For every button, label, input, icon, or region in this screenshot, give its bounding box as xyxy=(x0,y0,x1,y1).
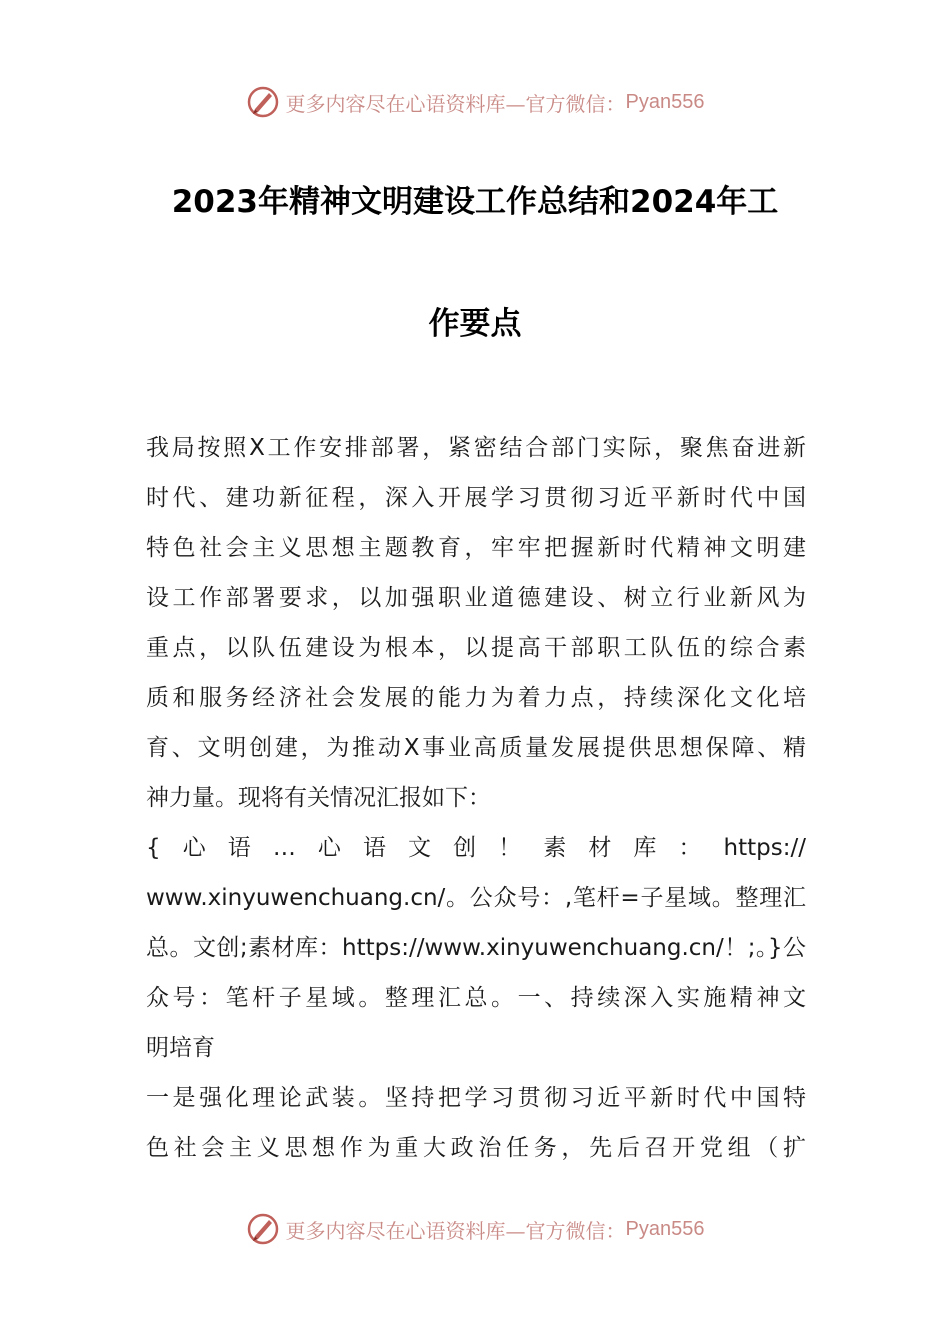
body-line: 特色社会主义思想主题教育，牢牢把握新时代精神文明建 xyxy=(146,535,806,561)
document-title-line-1: 2023年精神文明建设工作总结和2024年工 xyxy=(171,184,779,220)
body-line: 重点，以队伍建设为根本，以提高干部职工队伍的综合素 xyxy=(146,635,806,661)
body-line: 众号：笔杆子星域。整理汇总。一、持续深入实施精神文 xyxy=(146,985,806,1011)
body-line: 色社会主义思想作为重大政治任务，先后召开党组（扩 xyxy=(146,1135,806,1161)
footer-watermark xyxy=(0,1209,950,1249)
body-line: www.xinyuwenchuang.cn/。公众号：,笔杆=子星域。整理汇 xyxy=(146,885,806,911)
body-line: {心语…心语文创！素材库：https:// xyxy=(146,835,806,861)
body-line: 一是强化理论武装。坚持把学习贯彻习近平新时代中国特 xyxy=(146,1085,806,1111)
pen-seal-logo-icon xyxy=(246,85,280,119)
body-line: 育、文明创建，为推动X事业高质量发展提供思想保障、精 xyxy=(146,735,806,761)
body-line: 时代、建功新征程，深入开展学习贯彻习近平新时代中国 xyxy=(146,485,806,511)
body-line: 总。文创;素材库：https://www.xinyuwenchuang.cn/！;。}公 xyxy=(146,935,806,961)
document-body xyxy=(146,423,806,1173)
watermark-text: 更多内容尽在心语资料库—官方微信： xyxy=(285,1218,626,1243)
watermark-wechat-id: Pyan556 xyxy=(625,90,705,113)
body-line: 质和服务经济社会发展的能力为着力点，持续深化文化培 xyxy=(146,685,806,711)
body-line: 设工作部署要求，以加强职业道德建设、树立行业新风为 xyxy=(146,585,806,611)
document-title-line-2: 作要点 xyxy=(428,306,522,342)
body-line: 明培育 xyxy=(146,1035,215,1061)
header-watermark xyxy=(0,82,950,122)
body-line: 神力量。现将有关情况汇报如下： xyxy=(146,785,491,811)
watermark-wechat-id: Pyan556 xyxy=(625,1217,705,1240)
pen-seal-logo-icon xyxy=(246,1212,280,1246)
watermark-text: 更多内容尽在心语资料库—官方微信： xyxy=(285,91,626,116)
body-line: 我局按照X工作安排部署，紧密结合部门实际，聚焦奋进新 xyxy=(146,435,806,461)
